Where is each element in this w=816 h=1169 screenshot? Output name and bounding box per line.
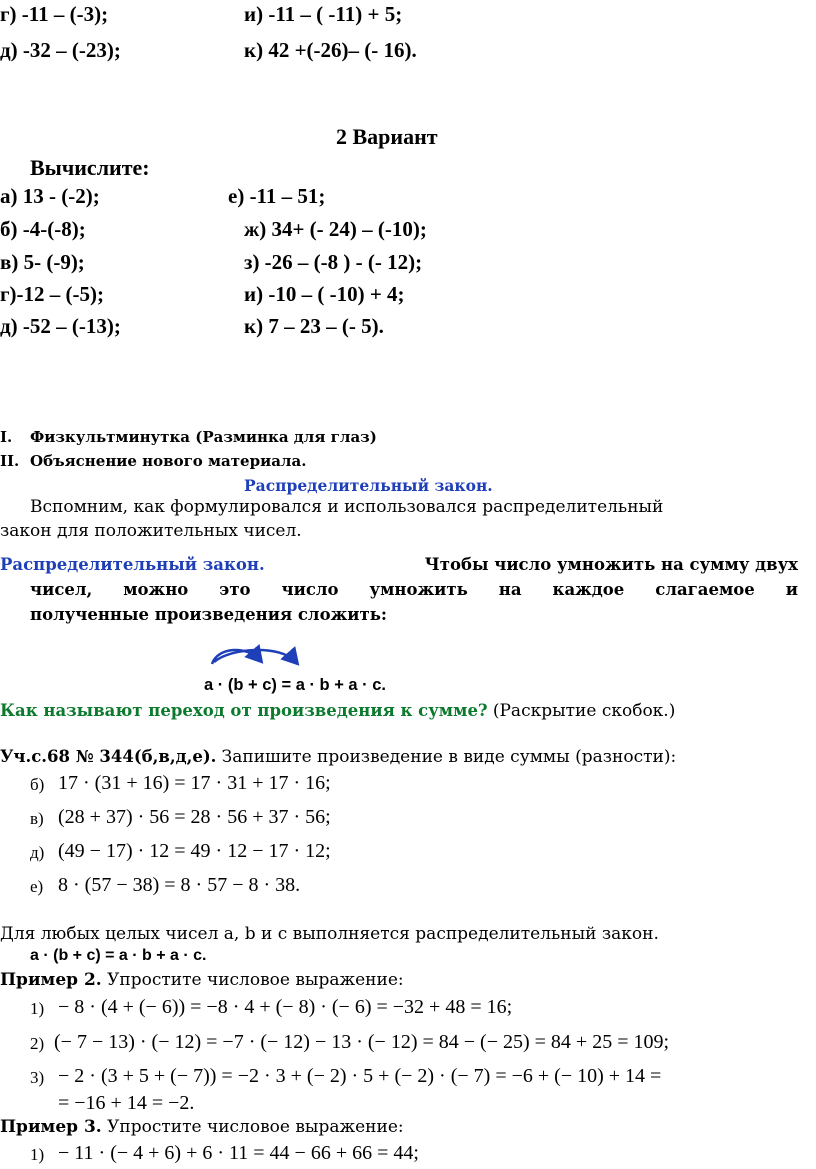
example-2-label-3: 3) <box>30 1068 45 1087</box>
v2-task-zh: ж) 34+ (- 24) – (-10); <box>244 217 427 241</box>
example-2-expression-1: − 8 · (4 + (− 6)) = −8 · 4 + (− 8) · (− 6) = −32 + 48 = 16; <box>58 996 513 1018</box>
example-2-text: Упростите числовое выражение: <box>107 970 404 990</box>
integers-law-text: Для любых целых чисел a, b и c выполняется распределительный закон. <box>0 924 659 944</box>
v2-task-b: б) -4-(-8); <box>0 217 86 241</box>
v1-task-d: д) -32 – (-23); <box>0 38 121 62</box>
v2-task-a: а) 13 - (-2); <box>0 184 100 208</box>
v2-task-k: к) 7 – 23 – (- 5). <box>244 314 384 338</box>
example-2-expression-2: (− 7 − 13) · (− 12) = −7 · (− 12) − 13 · (− 12) = 84 − (− 25) = 84 + 25 = 109; <box>54 1031 670 1053</box>
v2-task-e: е) -11 – 51; <box>228 184 326 208</box>
plan-item-2-number: II. <box>0 452 20 470</box>
v2-task-i: и) -10 – ( -10) + 4; <box>244 282 405 306</box>
task-344-reference: Уч.с.68 № 344(б,в,д,е). <box>0 747 217 766</box>
law-definition-line-2: чисел, можно это число умножить на каждое слагаемое и <box>30 580 798 599</box>
v1-task-k: к) 42 +(-26)– (- 16). <box>244 38 417 62</box>
task-344-label-d: д) <box>30 843 45 862</box>
task-344-text: Запишите произведение в виде суммы (разности): <box>221 747 677 767</box>
integers-formula: a · (b + c) = a · b + a · c. <box>30 947 207 964</box>
law-definition-label: Распределительный закон. <box>0 555 265 574</box>
plan-item-2: Объяснение нового материала. <box>30 452 307 470</box>
task-344-expression-v: (28 + 37) · 56 = 28 · 56 + 37 · 56; <box>58 806 331 828</box>
distributive-formula: a · (b + c) = a · b + a · c. <box>204 676 387 694</box>
question-answer: (Раскрытие скобок.) <box>492 701 676 721</box>
v2-task-g: г)-12 – (-5); <box>0 282 104 306</box>
example-3-header <box>0 1117 404 1137</box>
v1-task-i: и) -11 – ( -11) + 5; <box>244 2 403 26</box>
task-344-expression-d: (49 − 17) · 12 = 49 · 12 − 17 · 12; <box>58 840 331 862</box>
law-definition-line-1 <box>0 555 798 574</box>
task-344-expression-b: 17 · (31 + 16) = 17 · 31 + 17 · 16; <box>58 772 331 794</box>
law-recall-line-2: закон для положительных чисел. <box>0 521 302 541</box>
example-2-expression-3-cont: = −16 + 14 = −2. <box>58 1092 195 1114</box>
variant-2-instruction: Вычислите: <box>30 155 150 180</box>
v2-task-z: з) -26 – (-8 ) - (- 12); <box>244 250 423 274</box>
example-2-expression-3: − 2 · (3 + 5 + (− 7)) = −2 · 3 + (− 2) · 5 + (− 2) · (− 7) = −6 + (− 10) + 14 = <box>58 1065 662 1087</box>
distribution-arrows-icon <box>200 640 310 672</box>
plan-item-1: Физкультминутка (Разминка для глаз) <box>30 428 377 446</box>
task-344-line <box>0 747 676 767</box>
example-3-text: Упростите числовое выражение: <box>107 1117 404 1137</box>
example-2-label-2: 2) <box>30 1034 45 1053</box>
question-text: Как называют переход от произведения к сумме? <box>0 701 488 720</box>
task-344-label-e: е) <box>30 877 44 896</box>
task-344-label-v: в) <box>30 809 44 828</box>
task-344-expression-e: 8 · (57 − 38) = 8 · 57 − 8 · 38. <box>58 874 301 896</box>
law-definition-line-3: полученные произведения сложить: <box>30 605 387 624</box>
law-definition-text-1: Чтобы число умножить на сумму двух <box>424 555 798 574</box>
example-2-header <box>0 970 404 990</box>
v1-task-g: г) -11 – (-3); <box>0 2 109 26</box>
question-line <box>0 701 675 721</box>
example-2-label-1: 1) <box>30 999 45 1018</box>
law-heading: Распределительный закон. <box>244 476 493 495</box>
v2-task-v: в) 5- (-9); <box>0 250 85 274</box>
example-3-expression-1: − 11 · (− 4 + 6) + 6 · 11 = 44 − 66 + 66 = 44; <box>58 1142 419 1164</box>
example-3-title: Пример 3. <box>0 1117 102 1137</box>
task-344-label-b: б) <box>30 775 45 794</box>
variant-2-title: 2 Вариант <box>336 124 438 149</box>
example-3-label-1: 1) <box>30 1145 45 1164</box>
plan-item-1-number: I. <box>0 428 13 446</box>
v2-task-d: д) -52 – (-13); <box>0 314 121 338</box>
law-recall-line-1: Вспомним, как формулировался и использовался распределительный <box>30 497 664 517</box>
example-2-title: Пример 2. <box>0 970 102 990</box>
